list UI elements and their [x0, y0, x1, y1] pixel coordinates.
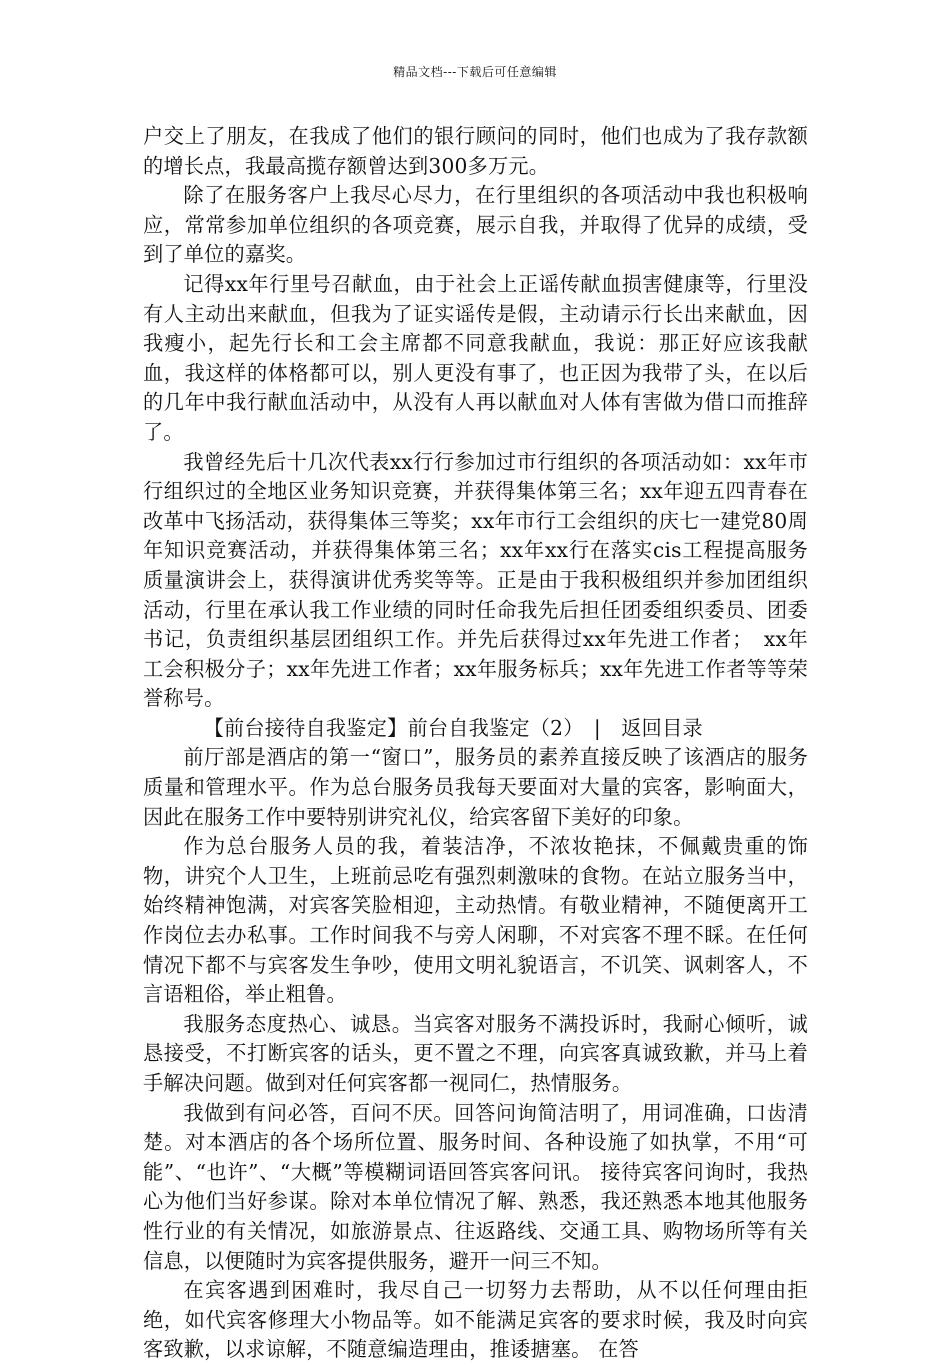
paragraph: 在宾客遇到困难时，我尽自己一切努力去帮助，从不以任何理由拒绝，如代宾客修理大小物品等。如不能满足宾客的要求时候，我及时向宾客致歉，以求谅解，不随意编造理由，推诿搪塞。 在答 — [143, 1278, 808, 1362]
paragraph: 我服务态度热心、诚恳。当宾客对服务不满投诉时，我耐心倾听，诚恳接受，不打断宾客的话头，更不置之不理，向宾客真诚致歉，并马上着手解决问题。做到对任何宾客都一视同仁，热情服务。 — [143, 1011, 808, 1095]
paragraph: 户交上了朋友，在我成了他们的银行顾问的同时，他们也成为了我存款额的增长点，我最高揽存额曾达到300多万元。 — [143, 124, 808, 178]
paragraph: 我做到有问必答，百问不厌。回答问询简洁明了，用词准确，口齿清楚。对本酒店的各个场所位置、服务时间、各种设施了如执掌，不用“可能”、“也许”、“大概”等模糊词语回答宾客问讯。 接待宾客问询时，我热心为他们当好参谋。除对本单位情况了解、熟悉，我还熟悉本地其他服务性行业的有关情况，如旅游景点、往返路线、交通工具、购物场所等有关信息，以便随时为宾客提供服务，避开一问三不知。 — [143, 1100, 808, 1273]
paragraph: 前厅部是酒店的第一“窗口”，服务员的素养直接反映了该酒店的服务质量和管理水平。作为总台服务员我每天要面对大量的宾客，影响面大，因此在服务工作中要特别讲究礼仪，给宾客留下美好的印象。 — [143, 745, 808, 829]
document-body — [143, 122, 808, 1365]
page-header: 精品文档---下载后可任意编辑 — [393, 65, 557, 79]
paragraph: 除了在服务客户上我尽心尽力，在行里组织的各项活动中我也积极响应，常常参加单位组织的各项竞赛，展示自我，并取得了优异的成绩，受到了单位的嘉奖。 — [143, 183, 808, 267]
paragraph: 记得xx年行里号召献血，由于社会上正谣传献血损害健康等，行里没有人主动出来献血，但我为了证实谣传是假，主动请示行长出来献血，因我瘦小，起先行长和工会主席都不同意我献血，我说：那正好应该我献血，我这样的体格都可以，别人更没有事了，也正因为我带了头，在以后的几年中我行献血活动中，从没有人再以献血对人体有害做为借口而推辞了。 — [143, 271, 808, 444]
section-heading: 【前台接待自我鉴定】前台自我鉴定（2） | 返回目录 — [203, 715, 703, 740]
paragraph: 作为总台服务人员的我，着装洁净，不浓妆艳抹，不佩戴贵重的饰物，讲究个人卫生，上班前忌吃有强烈刺激味的食物。在站立服务当中，始终精神饱满，对宾客笑脸相迎，主动热情。有敬业精神，不随便离开工作岗位去办私事。工作时间我不与旁人闲聊，不对宾客不理不睬。在任何情况下都不与宾客发生争吵，使用文明礼貌语言，不讥笑、讽刺客人，不言语粗俗，举止粗鲁。 — [143, 834, 808, 1007]
paragraph: 我曾经先后十几次代表xx行行参加过市行组织的各项活动如：xx年市行组织过的全地区业务知识竞赛，并获得集体第三名；xx年迎五四青春在改革中飞扬活动，获得集体三等奖；xx年市行工会组织的庆七一建党80周年知识竞赛活动，并获得集体第三名；xx年xx行在落实cis工程提高服务质量演讲会上，获得演讲优秀奖等等。正是由于我积极组织并参加团组织活动，行里在承认我工作业绩的同时任命我先后担任团委组织委员、团委书记，负责组织基层团组织工作。并先后获得过xx年先进工作者； xx年工会积极分子；xx年先进工作者；xx年服务标兵；xx年先进工作者等等荣誉称号。 — [143, 449, 808, 711]
